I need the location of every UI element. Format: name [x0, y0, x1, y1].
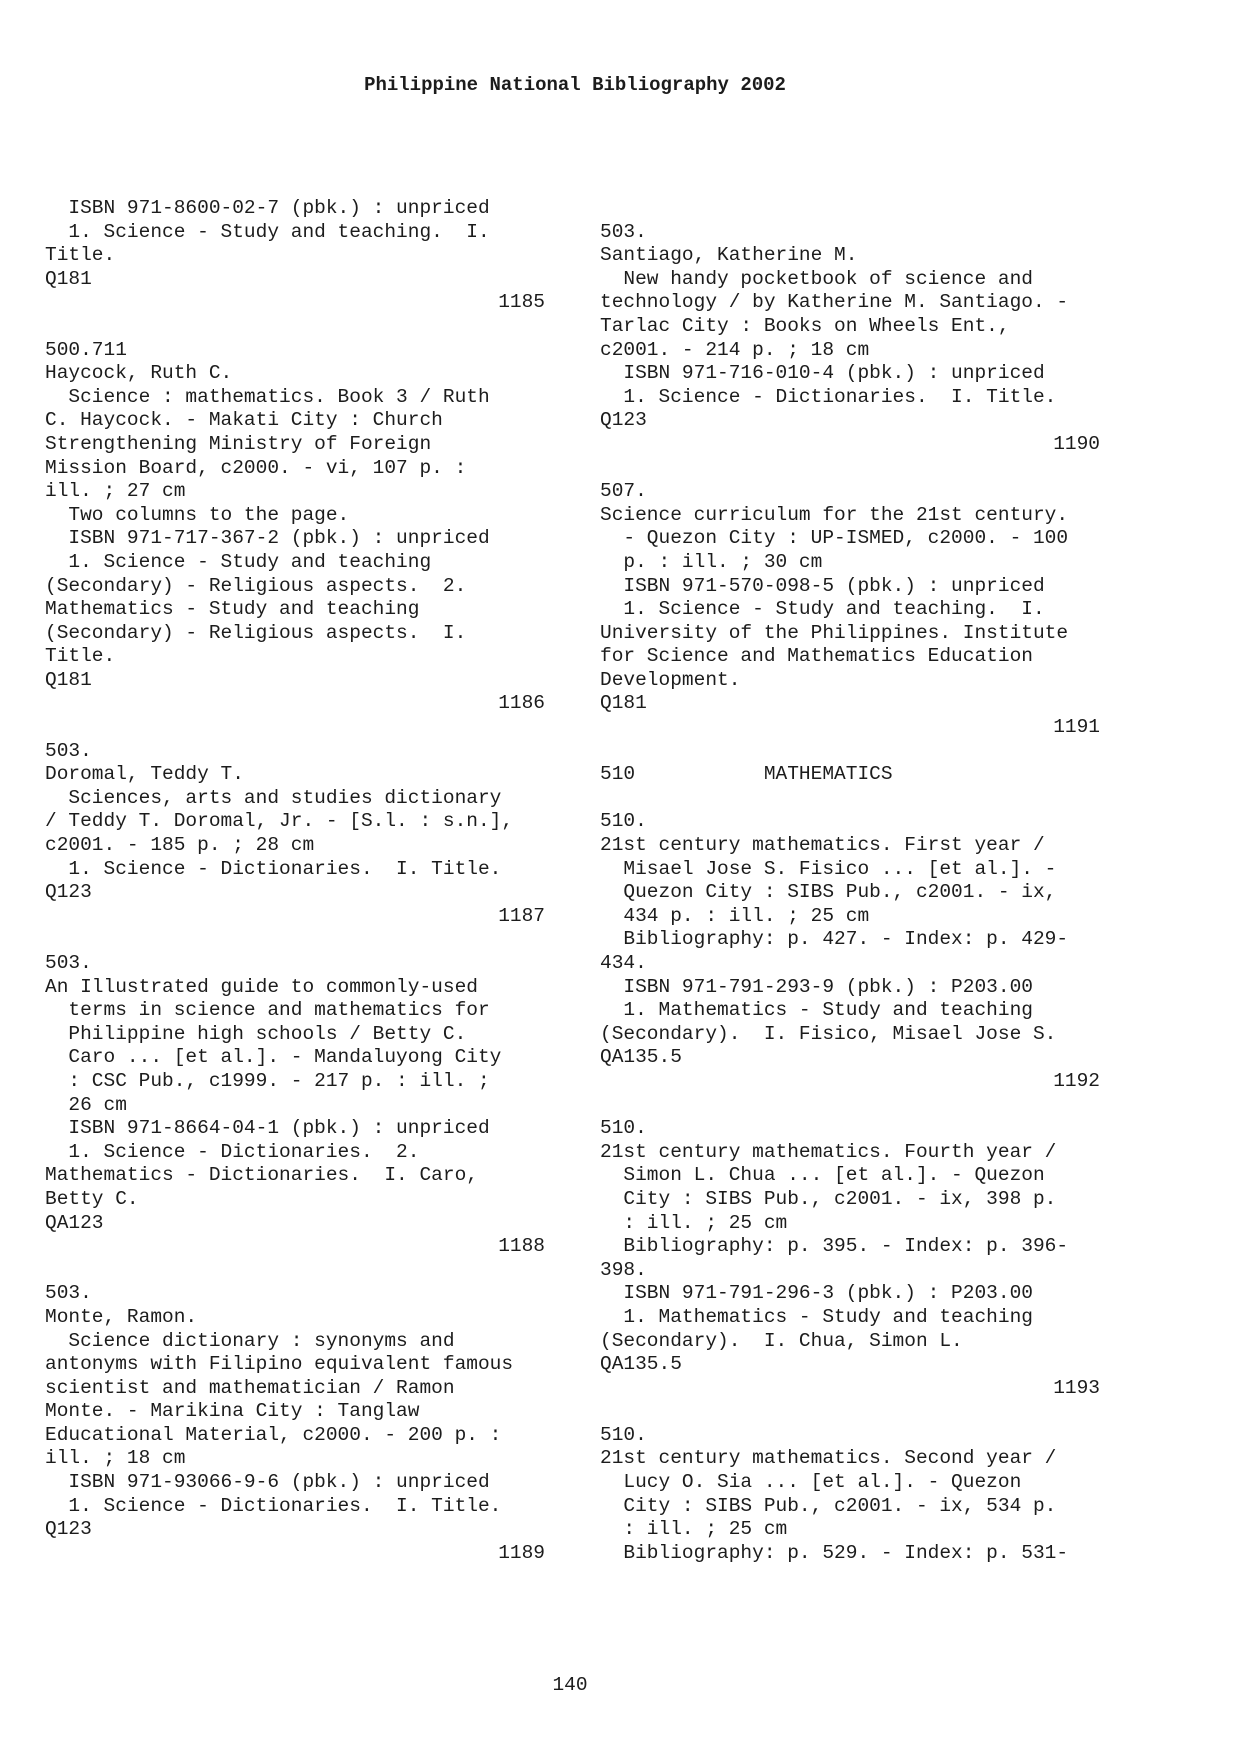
entry-line: c2001. - 214 p. ; 18 cm	[600, 338, 870, 361]
entry-line: c2001. - 185 p. ; 28 cm	[45, 834, 315, 857]
entry-line: Doromal, Teddy T.	[45, 763, 244, 786]
entry-line: Betty C.	[45, 1187, 139, 1210]
entry-line	[600, 457, 1120, 481]
entry-line: 503.	[45, 739, 92, 762]
entry-line: 510.	[600, 1117, 647, 1140]
entry-line	[600, 787, 1120, 811]
entry-line: (Secondary) - Religious aspects. I.	[45, 621, 467, 644]
entry-line: / Teddy T. Doromal, Jr. - [S.l. : s.n.],	[45, 810, 514, 833]
entry-number: 1192	[1053, 1069, 1100, 1092]
entry-line: Science : mathematics. Book 3 / Ruth	[45, 385, 490, 408]
entry-line: Philippine high schools / Betty C.	[45, 1022, 467, 1045]
entry-line: 1. Science - Dictionaries. 2.	[45, 1140, 420, 1163]
entry-line	[600, 197, 1120, 221]
entry-number: 1189	[498, 1541, 545, 1564]
entry-line: Santiago, Katherine M.	[600, 244, 858, 267]
entry-line: 1. Science - Dictionaries. I. Title.	[45, 1494, 502, 1517]
entry-line: QA135.5	[600, 1046, 682, 1069]
entry-line: An Illustrated guide to commonly-used	[45, 975, 478, 998]
entry-line: ISBN 971-8664-04-1 (pbk.) : unpriced	[45, 1117, 490, 1140]
entry-line: Lucy O. Sia ... [et al.]. - Quezon	[600, 1471, 1022, 1494]
entry-line: 434 p. : ill. ; 25 cm	[600, 904, 870, 927]
entry-line: : ill. ; 25 cm	[600, 1518, 788, 1541]
entry-line: Q123	[45, 881, 92, 904]
entry-line	[45, 315, 565, 339]
entry-line: 510 MATHEMATICS	[600, 763, 893, 786]
entry-line: p. : ill. ; 30 cm	[600, 550, 823, 573]
entry-line: New handy pocketbook of science and	[600, 267, 1033, 290]
entry-line	[45, 1259, 565, 1283]
entry-line: antonyms with Filipino equivalent famous	[45, 1353, 514, 1376]
entry-line: scientist and mathematician / Ramon	[45, 1376, 455, 1399]
entry-line: 1. Science - Dictionaries. I. Title.	[600, 385, 1057, 408]
entry-line: 503.	[45, 1282, 92, 1305]
entry-line: Bibliography: p. 395. - Index: p. 396-	[600, 1235, 1069, 1258]
entry-line: Development.	[600, 668, 741, 691]
entry-line: 434.	[600, 952, 647, 974]
entry-line: : CSC Pub., c1999. - 217 p. : ill. ;	[45, 1069, 490, 1092]
entry-line: City : SIBS Pub., c2001. - ix, 534 p.	[600, 1494, 1057, 1517]
entry-line: 1. Science - Study and teaching. I.	[600, 598, 1045, 621]
entry-line: 21st century mathematics. First year /	[600, 834, 1045, 857]
entry-line: Monte, Ramon.	[45, 1305, 198, 1328]
entry-line: Mathematics - Study and teaching	[45, 598, 420, 621]
entry-line	[600, 1400, 1120, 1424]
entry-line	[600, 740, 1120, 764]
entry-line: Q123	[45, 1518, 92, 1541]
entry-line: ill. ; 18 cm	[45, 1447, 186, 1470]
entry-line: Misael Jose S. Fisico ... [et al.]. -	[600, 857, 1057, 880]
entry-line: Mathematics - Dictionaries. I. Caro,	[45, 1164, 478, 1187]
entry-line: Haycock, Ruth C.	[45, 362, 233, 385]
entry-line: City : SIBS Pub., c2001. - ix, 398 p.	[600, 1187, 1057, 1210]
entry-line: 1. Science - Study and teaching	[45, 550, 432, 573]
entry-line: - Quezon City : UP-ISMED, c2000. - 100	[600, 527, 1069, 550]
entry-line: Simon L. Chua ... [et al.]. - Quezon	[600, 1164, 1045, 1187]
entry-line: 503.	[600, 220, 647, 243]
entry-line: Q181	[600, 692, 647, 715]
left-column	[45, 197, 565, 1565]
entry-number: 1191	[1053, 716, 1100, 739]
entry-line: Monte. - Marikina City : Tanglaw	[45, 1400, 420, 1423]
entry-line: 510.	[600, 1423, 647, 1446]
entry-line: 1. Mathematics - Study and teaching	[600, 999, 1033, 1022]
entry-line: Q181	[45, 267, 92, 290]
entry-line: C. Haycock. - Makati City : Church	[45, 409, 443, 432]
entry-line	[45, 716, 565, 740]
entry-line: (Secondary) - Religious aspects. 2.	[45, 574, 467, 597]
entry-line: 500.711	[45, 338, 127, 361]
entry-line: Quezon City : SIBS Pub., c2001. - ix,	[600, 881, 1057, 904]
entry-line: Title.	[45, 645, 116, 668]
right-column	[600, 197, 1120, 1565]
entry-line: Q181	[45, 668, 92, 691]
entry-line: Science dictionary : synonyms and	[45, 1329, 455, 1352]
entry-line: 503.	[45, 952, 92, 974]
entry-line: ISBN 971-791-293-9 (pbk.) : P203.00	[600, 975, 1033, 998]
entry-number: 1186	[498, 692, 545, 715]
entry-number: 1185	[498, 291, 545, 314]
entry-line: (Secondary). I. Chua, Simon L.	[600, 1329, 963, 1352]
entry-line: 507.	[600, 480, 647, 503]
entry-line: terms in science and mathematics for	[45, 999, 490, 1022]
entry-number: 1187	[498, 904, 545, 927]
entry-line: QA123	[45, 1211, 104, 1234]
entry-line: Bibliography: p. 427. - Index: p. 429-	[600, 928, 1069, 951]
entry-line: Tarlac City : Books on Wheels Ent.,	[600, 314, 1010, 337]
entry-line: Two columns to the page.	[45, 503, 350, 526]
entry-line: ill. ; 27 cm	[45, 480, 186, 503]
entry-line: Sciences, arts and studies dictionary	[45, 786, 502, 809]
entry-line: ISBN 971-716-010-4 (pbk.) : unpriced	[600, 362, 1045, 385]
entry-line	[600, 1094, 1120, 1118]
entry-line: Caro ... [et al.]. - Mandaluyong City	[45, 1046, 502, 1069]
entry-line: Q123	[600, 409, 647, 432]
entry-number: 1190	[1053, 432, 1100, 455]
entry-line: 1. Science - Dictionaries. I. Title.	[45, 857, 502, 880]
entry-line	[45, 928, 565, 952]
entry-line: Mission Board, c2000. - vi, 107 p. :	[45, 456, 467, 479]
entry-line: ISBN 971-570-098-5 (pbk.) : unpriced	[600, 574, 1045, 597]
page-number: 140	[552, 1674, 588, 1696]
entry-line: ISBN 971-93066-9-6 (pbk.) : unpriced	[45, 1471, 490, 1494]
entry-line: (Secondary). I. Fisico, Misael Jose S.	[600, 1022, 1057, 1045]
entry-line: Bibliography: p. 529. - Index: p. 531-	[600, 1541, 1069, 1564]
entry-line: QA135.5	[600, 1353, 682, 1376]
entry-line: 21st century mathematics. Second year /	[600, 1447, 1057, 1470]
entry-line: ISBN 971-8600-02-7 (pbk.) : unpriced	[45, 197, 490, 219]
entry-number: 1188	[498, 1235, 545, 1258]
entry-line: 26 cm	[45, 1093, 127, 1116]
entry-line: University of the Philippines. Institute	[600, 621, 1069, 644]
entry-number: 1193	[1053, 1376, 1100, 1399]
entry-line: 1. Mathematics - Study and teaching	[600, 1305, 1033, 1328]
entry-line: 510.	[600, 810, 647, 833]
entry-line: ISBN 971-791-296-3 (pbk.) : P203.00	[600, 1282, 1033, 1305]
entry-line: technology / by Katherine M. Santiago. -	[600, 291, 1069, 314]
entry-line: : ill. ; 25 cm	[600, 1211, 788, 1234]
entry-line: Title.	[45, 244, 116, 267]
entry-line: ISBN 971-717-367-2 (pbk.) : unpriced	[45, 527, 490, 550]
entry-line: 398.	[600, 1258, 647, 1281]
page-title: Philippine National Bibliography 2002	[364, 74, 786, 96]
entry-line: Educational Material, c2000. - 200 p. :	[45, 1423, 502, 1446]
entry-line: Science curriculum for the 21st century.	[600, 503, 1069, 526]
entry-line: for Science and Mathematics Education	[600, 645, 1033, 668]
entry-line: 21st century mathematics. Fourth year /	[600, 1140, 1057, 1163]
entry-line: Strengthening Ministry of Foreign	[45, 432, 432, 455]
entry-line: 1. Science - Study and teaching. I.	[45, 220, 490, 243]
